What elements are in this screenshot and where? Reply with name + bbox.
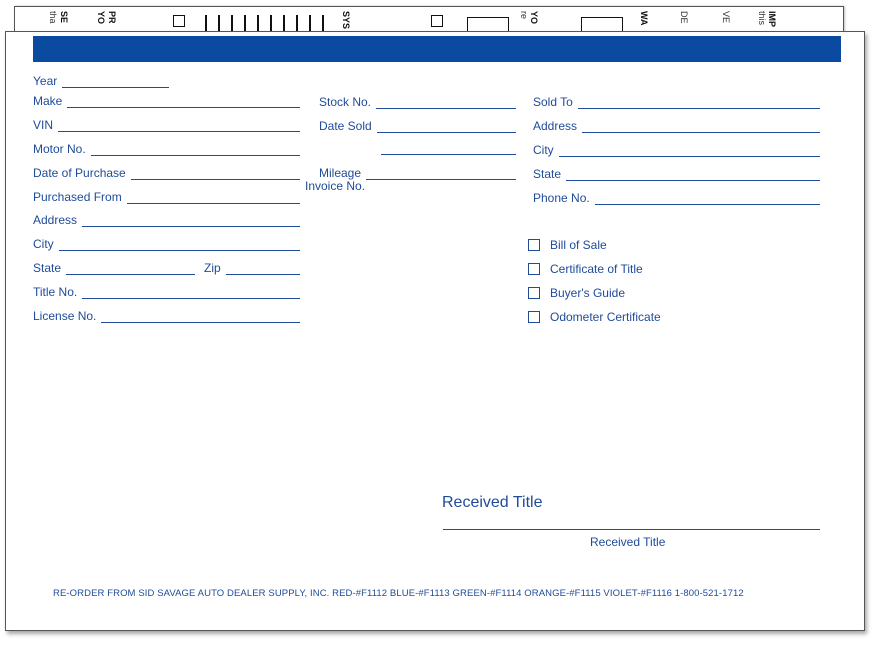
phone-no-field[interactable] <box>533 191 820 205</box>
left-state-label: State <box>33 261 62 275</box>
motor-no-field[interactable] <box>33 142 300 156</box>
back-sheet-text: YO <box>96 11 106 25</box>
checklist-buyers-guide[interactable] <box>528 286 625 300</box>
left-state-field[interactable] <box>33 261 195 275</box>
left-address-line[interactable] <box>82 215 300 227</box>
phone-no-label: Phone No. <box>533 191 590 205</box>
back-sheet-text: re <box>519 11 529 20</box>
purchased-from-label: Purchased From <box>33 190 122 204</box>
sold-to-line[interactable] <box>578 97 820 109</box>
date-of-purchase-line[interactable] <box>131 168 300 180</box>
stock-no-line[interactable] <box>376 97 516 109</box>
back-sheet-text: YO <box>529 11 539 25</box>
license-no-label: License No. <box>33 309 97 323</box>
make-line[interactable] <box>67 96 300 108</box>
license-no-field[interactable] <box>33 309 300 323</box>
checkbox-label: Odometer Certificate <box>550 310 661 324</box>
back-sheet-text: tha <box>48 11 58 24</box>
left-city-field[interactable] <box>33 237 300 251</box>
received-title-heading: Received Title <box>442 494 543 511</box>
right-state-label: State <box>533 167 562 181</box>
year-label: Year <box>33 74 58 88</box>
right-address-line[interactable] <box>582 121 820 133</box>
vin-line[interactable] <box>58 120 300 132</box>
sold-to-field[interactable] <box>533 95 820 109</box>
date-sold-field[interactable] <box>319 119 516 133</box>
back-sheet-text: VE <box>721 11 731 24</box>
back-sheet-text: PR <box>107 11 117 24</box>
checkbox-label: Buyer's Guide <box>550 286 625 300</box>
checklist-certificate-of-title[interactable] <box>528 262 643 276</box>
checkbox[interactable] <box>528 239 540 251</box>
received-title-caption: Received Title <box>590 535 666 549</box>
purchased-from-line[interactable] <box>127 192 300 204</box>
mileage-line[interactable] <box>366 168 516 180</box>
checkbox-label: Bill of Sale <box>550 238 607 252</box>
title-no-line[interactable] <box>82 287 300 299</box>
reorder-footer: RE-ORDER FROM SID SAVAGE AUTO DEALER SUPPLY, INC. RED-#F1112 BLUE-#F1113 GREEN-#F1114 ORANGE-#F1115 VIOLET-#F1116 1-800-521-1712 <box>53 588 744 599</box>
stock-no-label: Stock No. <box>319 95 372 109</box>
mileage-field[interactable] <box>319 166 516 180</box>
right-city-label: City <box>533 143 554 157</box>
left-state-line[interactable] <box>66 263 195 275</box>
blank-line-field[interactable] <box>381 143 516 155</box>
date-of-purchase-field[interactable] <box>33 166 300 180</box>
checkbox[interactable] <box>528 263 540 275</box>
deal-jacket-form <box>5 31 865 631</box>
zip-field[interactable] <box>204 261 300 275</box>
checklist-odometer-certificate[interactable] <box>528 310 661 324</box>
right-address-label: Address <box>533 119 578 133</box>
back-sheet-text: WA <box>639 11 649 26</box>
right-state-field[interactable] <box>533 167 820 181</box>
make-label: Make <box>33 94 63 108</box>
stock-no-field[interactable] <box>319 95 516 109</box>
checkbox[interactable] <box>528 287 540 299</box>
sold-to-label: Sold To <box>533 95 573 109</box>
license-no-line[interactable] <box>101 311 300 323</box>
checkbox-label: Certificate of Title <box>550 262 643 276</box>
received-title-signature-line[interactable] <box>443 529 820 530</box>
left-address-label: Address <box>33 213 78 227</box>
vin-field[interactable] <box>33 118 300 132</box>
blank-line[interactable] <box>381 143 516 155</box>
zip-line[interactable] <box>226 263 300 275</box>
back-sheet-text: SE <box>59 11 69 24</box>
phone-no-line[interactable] <box>595 193 820 205</box>
back-sheet-text: SYS <box>341 11 351 30</box>
back-sheet-text: DE <box>679 11 689 24</box>
back-sheet-checkbox <box>431 15 443 27</box>
right-city-line[interactable] <box>559 145 820 157</box>
motor-no-line[interactable] <box>91 144 300 156</box>
date-of-purchase-label: Date of Purchase <box>33 166 126 180</box>
title-no-field[interactable] <box>33 285 300 299</box>
left-city-label: City <box>33 237 54 251</box>
year-field[interactable] <box>33 74 169 88</box>
mileage-label: Mileage <box>319 166 362 180</box>
back-sheet-text: this <box>757 11 767 26</box>
purchased-from-field[interactable] <box>33 190 300 204</box>
zip-label: Zip <box>204 261 221 275</box>
motor-no-label: Motor No. <box>33 142 86 156</box>
vin-label: VIN <box>33 118 54 132</box>
make-field[interactable] <box>33 94 300 108</box>
year-line[interactable] <box>62 76 169 88</box>
back-sheet-checkbox <box>173 15 185 27</box>
date-sold-label: Date Sold <box>319 119 372 133</box>
date-sold-line[interactable] <box>377 121 516 133</box>
checklist-bill-of-sale[interactable] <box>528 238 607 252</box>
title-no-label: Title No. <box>33 285 78 299</box>
right-state-line[interactable] <box>566 169 820 181</box>
left-address-field[interactable] <box>33 213 300 227</box>
checkbox[interactable] <box>528 311 540 323</box>
right-address-field[interactable] <box>533 119 820 133</box>
right-city-field[interactable] <box>533 143 820 157</box>
back-sheet-text: IMP <box>767 11 777 28</box>
invoice-no-label: Invoice No. <box>305 179 366 193</box>
left-city-line[interactable] <box>59 239 300 251</box>
header-bar <box>33 36 841 62</box>
